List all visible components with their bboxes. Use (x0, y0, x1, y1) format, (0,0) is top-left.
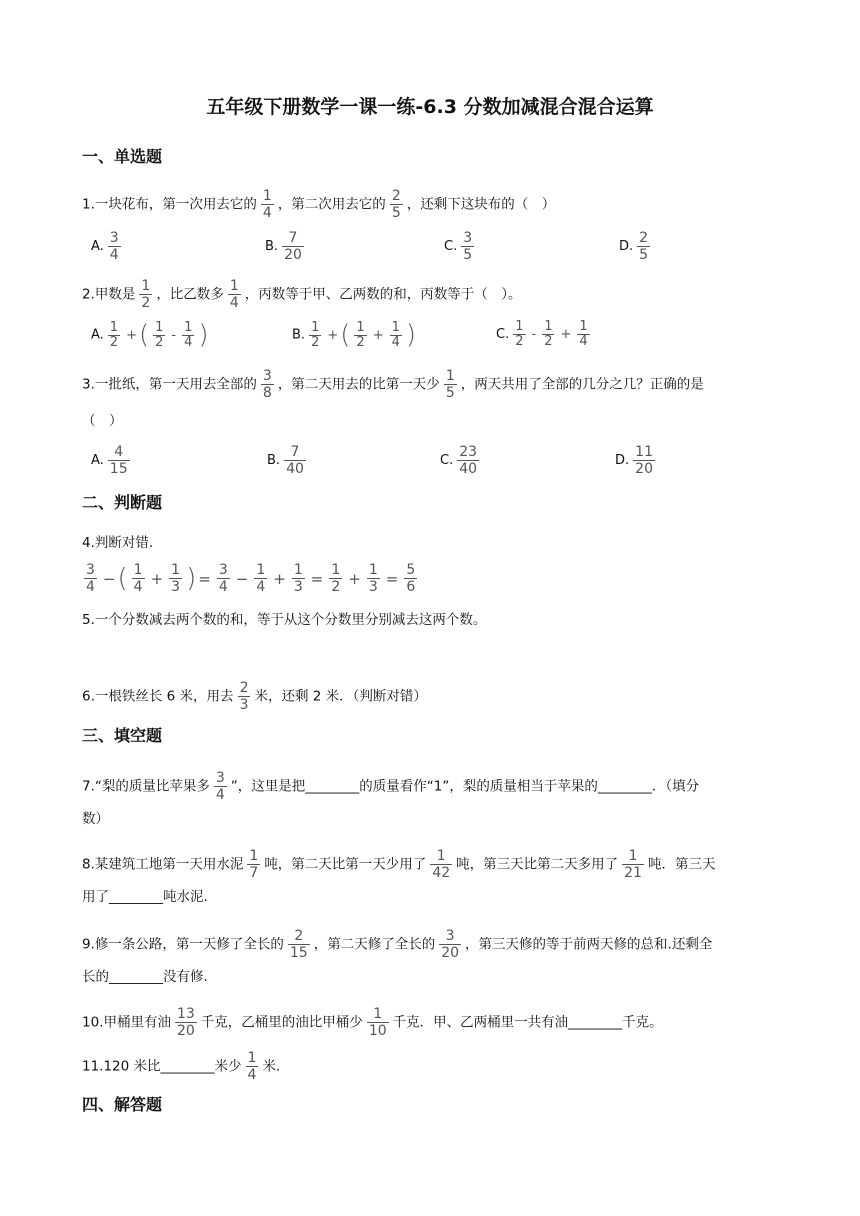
q1-option-d[interactable]: D. $\frac{2}{5}$ (619, 230, 649, 263)
q3-option-b[interactable]: B. $\frac{7}{40}$ (267, 444, 304, 477)
question-6: 6.一根铁丝长 6 米，用去 $\frac{2}{3}$ 米，还剩 2 米．（判断对错） (82, 680, 427, 713)
q4-equation: $\frac{3}{4}$ −( $\frac{1}{4}$ + $\frac{1}{3}$ ) = $\frac{3}{4}$ − $\frac{1}{4}$ + $\frac{1}{3}$ = $\frac{1}{2}$ + $\frac{1}{3}$ = $\frac{5}{6}$ (86, 562, 416, 595)
section-heading-solve: 四、解答题 (82, 1095, 163, 1114)
question-5: 5.一个分数减去两个数的和，等于从这个分数里分别减去这两个数。 (82, 612, 487, 628)
page-title: 五年级下册数学一课一练-6.3 分数加减混合混合运算 (206, 96, 654, 118)
q2-option-c[interactable]: C. $\frac{1}{2}$ - $\frac{1}{2}$ + $\frac{1}{4}$ (496, 319, 588, 349)
q1-option-a[interactable]: A. $\frac{3}{4}$ (91, 230, 119, 263)
fraction: $\frac{2}{5}$ (391, 188, 401, 221)
q3-option-c[interactable]: C. $\frac{23}{40}$ (440, 444, 478, 477)
section-heading-fill-blank: 三、填空题 (82, 726, 163, 745)
question-9: 9.修一条公路，第一天修了全长的 $\frac{2}{15}$ ，第二天修了全长的 $\frac{3}{20}$ ，第三天修的等于前两天修的总和.还剩全 (82, 928, 713, 961)
question-3-cont: （ ） (82, 413, 123, 429)
q2-option-a[interactable]: A. $\frac{1}{2}$ +( $\frac{1}{2}$ - $\frac{1}{4}$ ) (91, 319, 209, 350)
q1-option-b[interactable]: B. $\frac{7}{20}$ (265, 230, 302, 263)
question-8: 8.某建筑工地第一天用水泥 $\frac{1}{7}$ 吨，第二天比第一天少用了 $\frac{1}{42}$ 吨，第三天比第二天多用了 $\frac{1}{21}$ 吨．第三天 (82, 848, 716, 881)
q1-option-c[interactable]: C. $\frac{3}{5}$ (444, 230, 473, 263)
question-4: 4.判断对错. (82, 535, 154, 551)
q3-option-a[interactable]: A. $\frac{4}{15}$ (91, 444, 128, 477)
question-2: 2.甲数是 $\frac{1}{2}$ ，比乙数多 $\frac{1}{4}$ ，丙数等于甲、乙两数的和，丙数等于（ ）。 (82, 278, 522, 311)
q2-option-b[interactable]: B. $\frac{1}{2}$ +( $\frac{1}{2}$ + $\frac{1}{4}$ ) (292, 319, 417, 350)
question-1: 1.一块花布，第一次用去它的 $\frac{1}{4}$ ，第二次用去它的 $\frac{2}{5}$ ，还剩下这块布的（ ） (82, 188, 556, 221)
q3-option-d[interactable]: D. $\frac{11}{20}$ (615, 444, 653, 477)
question-11: 11.120 米比________米少 $\frac{1}{4}$ 米. (82, 1050, 281, 1083)
question-7: 7.“梨的质量比苹果多 $\frac{3}{4}$ ”，这里是把________的质量看作“1”，梨的质量相当于苹果的________．（填分 (82, 770, 700, 803)
question-7-cont: 数） (82, 811, 109, 827)
question-3: 3.一批纸，第一天用去全部的 $\frac{3}{8}$ ，第二天用去的比第一天少 $\frac{1}{5}$ ，两天共用了全部的几分之几？正确的是 (82, 368, 704, 401)
section-heading-true-false: 二、判断题 (82, 493, 163, 512)
question-9-cont: 长的________没有修. (82, 969, 208, 985)
question-8-cont: 用了________吨水泥. (82, 889, 208, 905)
fraction: $\frac{1}{4}$ (262, 188, 272, 221)
section-heading-single-choice: 一、单选题 (82, 147, 163, 166)
question-10: 10.甲桶里有油 $\frac{13}{20}$ 千克，乙桶里的油比甲桶少 $\frac{1}{10}$ 千克．甲、乙两桶里一共有油________千克。 (82, 1006, 663, 1039)
